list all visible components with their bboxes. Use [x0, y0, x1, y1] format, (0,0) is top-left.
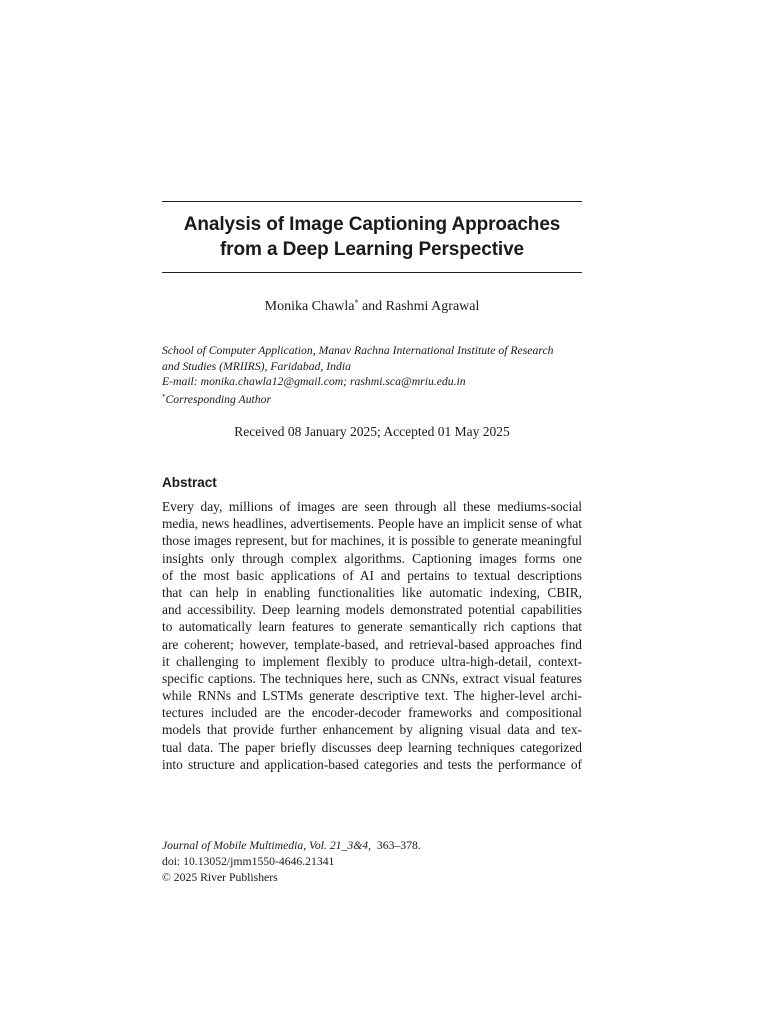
affiliation-line: School of Computer Application, Manav Rachna International Institute of Research	[162, 344, 554, 357]
abstract-line: Every day, millions of images are seen through all these mediums-social	[162, 499, 582, 514]
corresponding-marker: *	[162, 392, 166, 401]
author-list	[162, 294, 582, 316]
abstract-line: tectures included are the encoder-decoder frameworks and compositional	[162, 705, 582, 721]
doi: doi: 10.13052/jmm1550-4646.21341	[162, 855, 335, 868]
abstract-body	[162, 498, 582, 773]
abstract-line: insights only through complex algorithms. Captioning images forms one	[162, 550, 582, 566]
email-line: E-mail: monika.chawla12@gmail.com; rashmi.sca@mriu.edu.in	[162, 375, 466, 388]
title-line-2: from a Deep Learning Perspective	[219, 239, 525, 260]
journal-citation	[162, 838, 582, 854]
copyright: © 2025 River Publishers	[162, 871, 278, 884]
abstract-line: models that provide further enhancement by aligning visual data and tex-	[162, 722, 582, 738]
abstract-line: tual data. The paper briefly discusses deep learning techniques categorized	[162, 739, 582, 755]
affiliation-block	[162, 343, 582, 407]
author-name: Monika Chawla	[264, 299, 355, 314]
abstract-line: and accessibility. Deep learning models demonstrated potential capabilities	[162, 602, 582, 618]
abstract-line: media, news headlines, advertisements. People have an implicit sense of what	[162, 516, 582, 532]
author-name: and Rashmi Agrawal	[358, 299, 480, 314]
abstract-line: that can help in enabling functionalities like automatic indexing, CBIR,	[162, 584, 582, 600]
affiliation-line: and Studies (MRIIRS), Faridabad, India	[162, 359, 351, 373]
title-bottom-rule	[162, 272, 582, 273]
abstract-line: specific captions. The techniques here, such as CNNs, extract visual features	[162, 670, 582, 686]
page-range: 363–378.	[376, 839, 421, 852]
received-accepted-dates: Received 08 January 2025; Accepted 01 May 2025	[234, 424, 510, 439]
corresponding-author-label: Corresponding Author	[165, 392, 272, 406]
journal-name: Journal of Mobile Multimedia, Vol. 21_3&4,	[162, 839, 372, 852]
title-line-1: Analysis of Image Captioning Approaches	[183, 214, 561, 235]
abstract-heading: Abstract	[162, 475, 217, 490]
abstract-line: those images represent, but for machines, it is possible to generate meaningful	[162, 533, 582, 549]
abstract-line: to automatically learn features to generate semantically rich captions that	[162, 619, 582, 635]
journal-footer	[162, 838, 582, 886]
abstract-line: are coherent; however, template-based, and retrieval-based approaches find	[162, 636, 582, 652]
title-top-rule	[162, 201, 582, 202]
abstract-line: into structure and application-based categories and tests the performance of	[162, 756, 582, 772]
abstract-line: of the most basic applications of AI and pertains to textual descriptions	[162, 567, 582, 583]
abstract-line: while RNNs and LSTMs generate descriptive text. The higher-level archi-	[162, 688, 582, 704]
corresponding-author-note	[162, 390, 582, 408]
abstract-line: it challenging to implement flexibly to produce ultra-high-detail, context-	[162, 653, 582, 669]
paper-title	[162, 212, 582, 262]
corresponding-marker: *	[354, 298, 359, 307]
